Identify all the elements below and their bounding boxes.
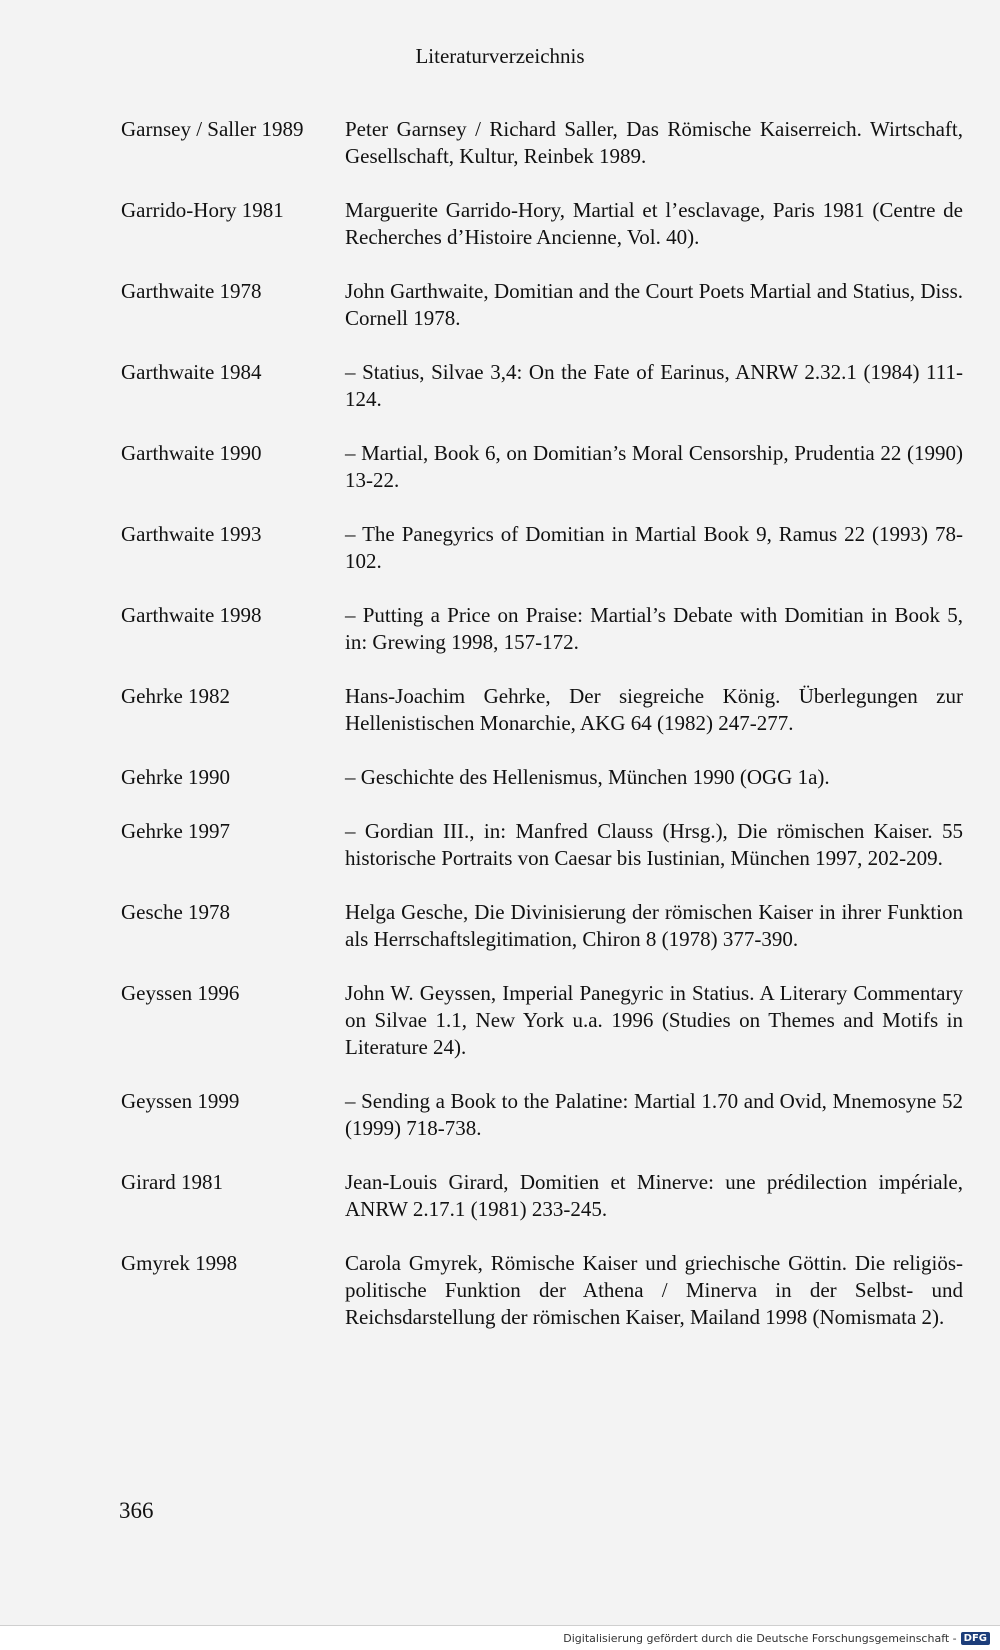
entry-text: Helga Gesche, Die Divinisierung der römischen Kaiser in ihrer Funktion als Herrschaftslegitimation, Chiron 8 (1978) 377-390.: [345, 900, 963, 951]
entry-text: Jean-Louis Girard, Domitien et Minerve: une prédilection impériale, ANRW 2.17.1 (1981) 233-245.: [345, 1170, 963, 1221]
entry-text: Hans-Joachim Gehrke, Der siegreiche König. Überlegungen zur Hellenistischen Monarchie, AKG 64 (1982) 247-277.: [345, 684, 963, 735]
page-number: 366: [119, 1498, 154, 1523]
bibliography-entry: [121, 1250, 963, 1331]
entry-key: Gehrke 1990: [121, 765, 231, 789]
entry-text: – Putting a Price on Praise: Martial’s Debate with Domitian in Book 5, in: Grewing 1998, 157-172.: [345, 603, 963, 654]
bibliography-entry: [121, 1169, 963, 1223]
entry-key: Geyssen 1996: [121, 981, 240, 1005]
footer-text: Digitalisierung gefördert durch die Deutsche Forschungsgemeinschaft -: [563, 1631, 957, 1645]
digitization-footer: [0, 1625, 1000, 1650]
bibliography-entry: [121, 899, 963, 953]
entry-text: Marguerite Garrido-Hory, Martial et l’esclavage, Paris 1981 (Centre de Recherches d’Histoire Ancienne, Vol. 40).: [345, 198, 963, 249]
bibliography-entry: [121, 197, 963, 251]
entry-text: Carola Gmyrek, Römische Kaiser und griechische Göttin. Die religiös-politische Funktion der Athena / Minerva in der Selbst- und Reichsdarstellung der römischen Kaiser, Mailand 1998 (Nomismata 2).: [345, 1251, 963, 1329]
entry-text: John W. Geyssen, Imperial Panegyric in Statius. A Literary Commentary on Silvae 1.1, New York u.a. 1996 (Studies on Themes and Motifs in Literature 24).: [345, 981, 963, 1059]
entry-key: Garthwaite 1978: [121, 279, 262, 303]
entry-key: Garthwaite 1998: [121, 603, 262, 627]
bibliography-entry: [121, 359, 963, 413]
dfg-logo: DFG: [961, 1632, 990, 1645]
bibliography-entry: [121, 818, 963, 872]
entry-text: – Gordian III., in: Manfred Clauss (Hrsg.), Die römischen Kaiser. 55 historische Portraits von Caesar bis Iustinian, München 1997, 202-209.: [345, 819, 963, 870]
bibliography-entry: [121, 1088, 963, 1142]
bibliography-entry: [121, 602, 963, 656]
running-head: Literaturverzeichnis: [415, 44, 585, 68]
entry-text: – Sending a Book to the Palatine: Martial 1.70 and Ovid, Mnemosyne 52 (1999) 718-738.: [345, 1089, 963, 1140]
bibliography-entry: [121, 116, 963, 170]
bibliography-entry: [121, 764, 963, 791]
entry-text: – Statius, Silvae 3,4: On the Fate of Earinus, ANRW 2.32.1 (1984) 111-124.: [345, 360, 963, 411]
entry-key: Girard 1981: [121, 1170, 224, 1194]
entry-key: Geyssen 1999: [121, 1089, 240, 1113]
entry-text: – Geschichte des Hellenismus, München 1990 (OGG 1a).: [345, 765, 830, 789]
entry-key: Garnsey / Saller 1989: [121, 117, 304, 141]
entry-key: Gehrke 1997: [121, 819, 231, 843]
entry-text: Peter Garnsey / Richard Saller, Das Römische Kaiserreich. Wirtschaft, Gesellschaft, Kultur, Reinbek 1989.: [345, 117, 963, 168]
entry-key: Gesche 1978: [121, 900, 231, 924]
entry-text: John Garthwaite, Domitian and the Court Poets Martial and Statius, Diss. Cornell 1978.: [345, 279, 963, 330]
bibliography-entry: [121, 980, 963, 1061]
entry-key: Garrido-Hory 1981: [121, 198, 284, 222]
entry-text: – Martial, Book 6, on Domitian’s Moral Censorship, Prudentia 22 (1990) 13-22.: [345, 441, 963, 492]
entry-key: Gehrke 1982: [121, 684, 231, 708]
bibliography-entry: [121, 278, 963, 332]
entry-text: – The Panegyrics of Domitian in Martial Book 9, Ramus 22 (1993) 78-102.: [345, 522, 963, 573]
entry-key: Garthwaite 1990: [121, 441, 262, 465]
entry-key: Garthwaite 1993: [121, 522, 262, 546]
bibliography-entry: [121, 440, 963, 494]
bibliography-entry: [121, 683, 963, 737]
entry-key: Gmyrek 1998: [121, 1251, 238, 1275]
bibliography-list: [121, 116, 963, 1358]
bibliography-entry: [121, 521, 963, 575]
entry-key: Garthwaite 1984: [121, 360, 262, 384]
